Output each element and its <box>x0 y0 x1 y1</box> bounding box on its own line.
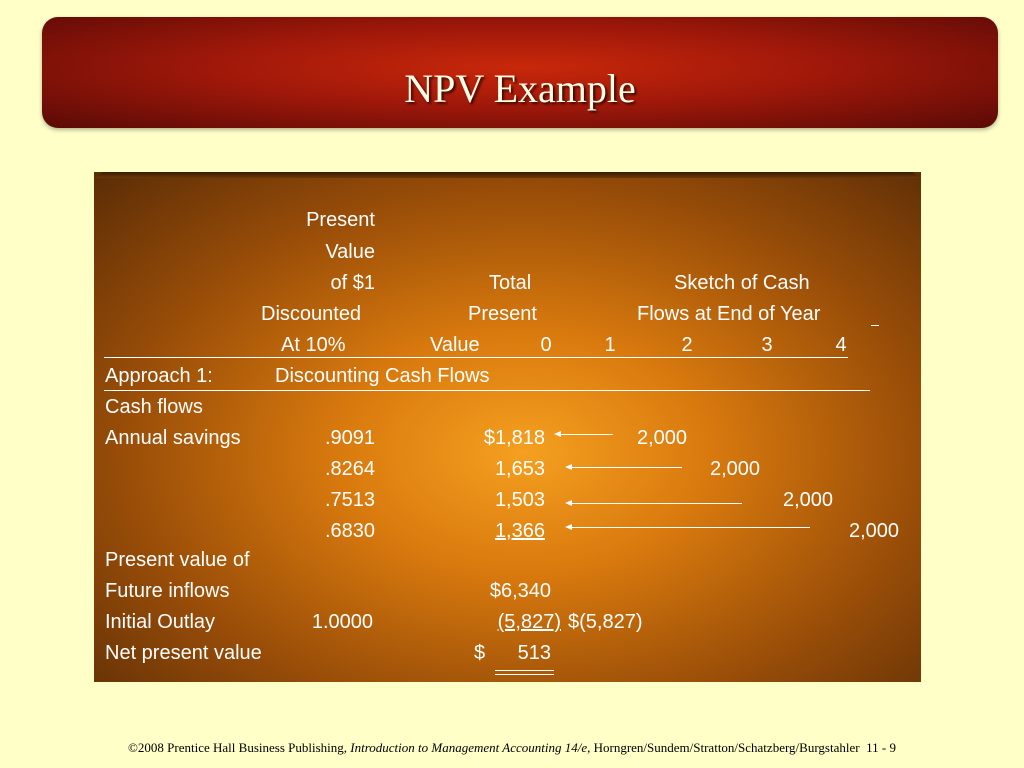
savings-flow-4: 2,000 <box>849 520 900 542</box>
header-pv-line1: Present <box>306 209 375 231</box>
header-year-3: 3 <box>761 334 773 356</box>
npv-double-underline-top <box>495 670 554 671</box>
initial-outlay-flow: $(5,827) <box>568 611 643 633</box>
header-pv-line5: At 10% <box>281 334 346 356</box>
page-number: 11 - 9 <box>866 740 896 755</box>
initial-outlay-total: (5,827) <box>497 611 561 633</box>
footer-suffix: , Horngren/Sundem/Stratton/Schatzberg/Burgstahler <box>587 740 860 755</box>
header-sketch-line1: Sketch of Cash <box>674 272 810 294</box>
header-pv-line3: of $1 <box>330 272 375 294</box>
arrow-year-4 <box>572 527 810 528</box>
header-underline <box>104 357 848 358</box>
npv-label: Net present value <box>105 642 262 664</box>
arrow-year-3 <box>572 503 742 504</box>
savings-flow-2: 2,000 <box>710 458 761 480</box>
header-pv-line2: Value <box>325 241 375 263</box>
header-underline-tail <box>871 325 879 326</box>
savings-total-2: 1,653 <box>494 458 545 480</box>
arrow-year-2 <box>572 467 682 468</box>
savings-factor-2: .8264 <box>324 458 375 480</box>
pv-of-label: Present value of <box>105 549 250 571</box>
approach-title: Discounting Cash Flows <box>275 365 490 387</box>
panel-top-edge <box>94 172 921 178</box>
npv-double-underline-bottom <box>495 674 554 675</box>
future-inflows-label: Future inflows <box>105 580 230 602</box>
slide-title: NPV Example <box>404 66 636 111</box>
initial-outlay-factor: 1.0000 <box>311 611 373 633</box>
savings-flow-3: 2,000 <box>783 489 834 511</box>
header-total-line3: Value <box>430 334 480 356</box>
initial-outlay-label: Initial Outlay <box>105 611 216 633</box>
savings-factor-1: .9091 <box>324 427 375 449</box>
arrow-year-1 <box>561 434 613 435</box>
cash-flows-label: Cash flows <box>105 396 203 418</box>
header-year-1: 1 <box>604 334 616 356</box>
npv-total: 513 <box>517 642 551 664</box>
header-year-4: 4 <box>835 334 847 356</box>
title-banner <box>42 17 998 128</box>
header-year-0: 0 <box>540 334 552 356</box>
savings-flow-1: 2,000 <box>637 427 688 449</box>
savings-total-1: $1,818 <box>483 427 545 449</box>
savings-factor-3: .7513 <box>324 489 375 511</box>
footer-book-title: Introduction to Management Accounting 14/e <box>350 740 588 755</box>
header-sketch-line2: Flows at End of Year <box>637 303 821 325</box>
savings-factor-4: .6830 <box>324 520 375 542</box>
header-total-line1: Total <box>489 272 532 294</box>
future-inflows-total: $6,340 <box>489 580 551 602</box>
savings-total-4: 1,366 <box>494 520 545 542</box>
header-year-2: 2 <box>681 334 693 356</box>
approach-underline <box>104 390 870 391</box>
footer-prefix: ©2008 Prentice Hall Business Publishing, <box>128 740 351 755</box>
header-total-line2: Present <box>468 303 537 325</box>
header-pv-line4: Discounted <box>261 303 362 325</box>
savings-total-3: 1,503 <box>494 489 545 511</box>
annual-savings-label: Annual savings <box>105 427 241 449</box>
approach-label: Approach 1: <box>105 365 213 387</box>
npv-currency: $ <box>474 642 486 664</box>
slide-footer <box>0 740 1024 756</box>
